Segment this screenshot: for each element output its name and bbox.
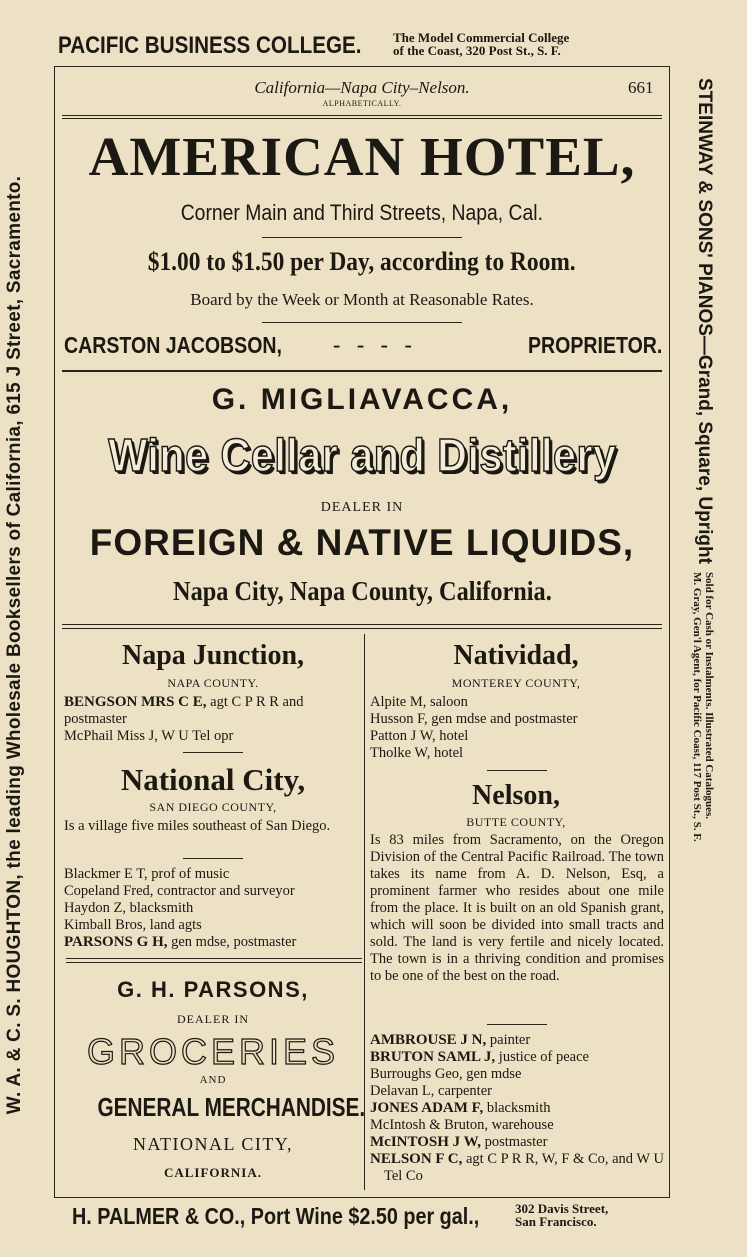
top-ad-college-address bbox=[393, 31, 663, 57]
entry-detail: McIntosh & Bruton, warehouse bbox=[370, 1117, 554, 1133]
page-number: 661 bbox=[628, 78, 654, 97]
list-item bbox=[370, 1151, 664, 1185]
bottom-ad-line2: San Francisco. bbox=[515, 1214, 597, 1229]
list-item bbox=[370, 1049, 664, 1066]
entry-name: NELSON F C, bbox=[370, 1151, 463, 1167]
list-item bbox=[370, 694, 664, 711]
list-item bbox=[370, 1134, 664, 1151]
napa-junction-entries bbox=[64, 694, 362, 745]
entry-name: JONES ADAM F, bbox=[370, 1100, 484, 1116]
entry-name: AMBROUSE J N, bbox=[370, 1032, 487, 1048]
entry-detail: Alpite M, saloon bbox=[370, 694, 468, 710]
parsons-ad-state: CALIFORNIA. bbox=[163, 1165, 263, 1180]
national-city-rule bbox=[183, 858, 243, 859]
entry-detail: agt C P R R and postmaster bbox=[64, 694, 304, 727]
entry-detail: painter bbox=[489, 1032, 531, 1048]
nelson-rule bbox=[487, 1024, 547, 1025]
wine-bottom-rule-2 bbox=[62, 628, 662, 629]
wine-ad-business bbox=[62, 428, 662, 482]
head-rule bbox=[62, 115, 662, 116]
list-item bbox=[370, 1117, 664, 1134]
natividad-entries bbox=[370, 694, 664, 762]
running-head-title: California—Napa City–Nelson. bbox=[254, 78, 470, 97]
top-ad-college: PACIFIC BUSINESS COLLEGE. bbox=[58, 32, 362, 59]
list-item bbox=[370, 1066, 664, 1083]
nelson-heading: Nelson, bbox=[472, 780, 560, 811]
parsons-ad-merch bbox=[64, 1092, 366, 1123]
wine-ad-location bbox=[62, 576, 662, 607]
national-city-description: Is a village five miles southeast of San Diego. bbox=[64, 818, 331, 834]
entry-detail: agt C P R R, W, F & Co, and W U Tel Co bbox=[384, 1151, 664, 1184]
entry-detail: Blackmer E T, prof of music bbox=[64, 866, 230, 882]
hotel-address-text: Corner Main and Third Streets, Napa, Cal. bbox=[180, 200, 544, 225]
parsons-ad-and: AND bbox=[199, 1074, 227, 1086]
hotel-bottom-rule bbox=[62, 370, 662, 372]
natividad-heading: Natividad, bbox=[453, 640, 579, 671]
entry-detail: postmaster bbox=[484, 1134, 548, 1150]
nelson-entries bbox=[370, 1032, 664, 1185]
national-city-entries bbox=[64, 866, 362, 951]
list-item bbox=[64, 866, 362, 883]
parsons-ad-dealer: DEALER IN bbox=[177, 1012, 249, 1026]
hotel-rates-text: $1.00 to $1.50 per Day, according to Room. bbox=[148, 247, 576, 276]
parsons-ad-merch-text: GENERAL MERCHANDISE. bbox=[97, 1092, 366, 1122]
national-city-county: SAN DIEGO COUNTY, bbox=[149, 800, 277, 814]
bottom-ad-main: H. PALMER & CO., Port Wine $2.50 per gal., bbox=[72, 1203, 480, 1229]
list-item bbox=[370, 745, 664, 762]
right-margin-ad bbox=[691, 78, 715, 1168]
right-margin-ad-main: STEINWAY & SONS' PIANOS—Grand, Square, Upright bbox=[694, 78, 715, 564]
napa-junction-county: NAPA COUNTY. bbox=[167, 676, 259, 690]
list-item bbox=[64, 728, 362, 745]
entry-detail: Husson F, gen mdse and postmaster bbox=[370, 711, 578, 727]
list-item bbox=[370, 1083, 664, 1100]
top-ad-line1: The Model Commercial College bbox=[393, 30, 570, 45]
wine-bottom-rule bbox=[62, 624, 662, 625]
wine-ad-business-text: Wine Cellar and Distillery bbox=[107, 429, 617, 481]
right-margin-ad-small-2: M. Gray, Gen'l Agent, for Pacific Coast, 117 Post St., S. F. bbox=[691, 571, 703, 842]
nelson-description: Is 83 miles from Sacramento, on the Oregon Division of the Central Pacific Railroad. The town takes its name from A. D. Nelson, Esq, a prominent farmer who resides about one mile from the place. It is built on an old Spanish grant, which will soon be divided into small tracts and sold. The land is very fertile and nicely located. The town is in a thriving condition and promises to be one of the best on the road. bbox=[370, 832, 664, 984]
natividad-rule bbox=[487, 770, 547, 771]
national-city-bottom-rule-2 bbox=[66, 962, 362, 963]
parsons-ad-groceries: GROCERIES bbox=[86, 1031, 340, 1072]
wine-ad-liquids: FOREIGN & NATIVE LIQUIDS, bbox=[89, 522, 635, 563]
left-margin-ad: W. A. & C. S. HOUGHTON, the leading Wholesale Booksellers of California, 615 J Street, Sacramento. bbox=[4, 175, 25, 1115]
entry-detail: Patton J W, hotel bbox=[370, 728, 469, 744]
entry-detail: Copeland Fred, contractor and surveyor bbox=[64, 883, 295, 899]
hotel-proprietor-name: CARSTON JACOBSON, bbox=[64, 332, 282, 358]
hotel-rule-2 bbox=[262, 322, 462, 323]
entry-name: BRUTON SAML J, bbox=[370, 1049, 496, 1065]
list-item bbox=[64, 917, 362, 934]
list-item bbox=[64, 883, 362, 900]
top-ad bbox=[0, 30, 747, 66]
natividad-county: MONTEREY COUNTY, bbox=[451, 676, 581, 690]
page-frame bbox=[54, 66, 670, 1198]
national-city-heading: National City, bbox=[120, 762, 306, 797]
hotel-name: AMERICAN HOTEL, bbox=[88, 126, 636, 187]
national-city-bottom-rule bbox=[66, 958, 362, 959]
entry-detail: blacksmith bbox=[486, 1100, 551, 1116]
napa-junction-heading: Napa Junction, bbox=[121, 640, 305, 671]
running-head-subtitle: ALPHABETICALLY. bbox=[322, 99, 402, 108]
entry-detail: gen mdse, postmaster bbox=[171, 934, 297, 950]
head-rule-2 bbox=[62, 118, 662, 119]
napa-junction-rule bbox=[183, 752, 243, 753]
entry-detail: McPhail Miss J, W U Tel opr bbox=[64, 728, 234, 744]
hotel-proprietor-label: PROPRIETOR. bbox=[528, 332, 663, 358]
list-item bbox=[64, 900, 362, 917]
entry-detail: Tholke W, hotel bbox=[370, 745, 464, 761]
wine-ad-location-text: Napa City, Napa County, California. bbox=[172, 576, 552, 606]
list-item bbox=[64, 934, 362, 951]
list-item bbox=[370, 728, 664, 745]
list-item bbox=[370, 1032, 664, 1049]
right-margin-ad-small bbox=[691, 572, 715, 842]
hotel-proprietor-dashes: - - - - bbox=[333, 332, 412, 357]
list-item bbox=[370, 1100, 664, 1117]
entry-detail: Haydon Z, blacksmith bbox=[64, 900, 194, 916]
parsons-ad-city: NATIONAL CITY, bbox=[133, 1134, 293, 1154]
entry-detail: Kimball Bros, land agts bbox=[64, 917, 202, 933]
wine-ad-dealer: DEALER IN bbox=[320, 500, 404, 515]
bottom-ad-address bbox=[515, 1202, 675, 1228]
bottom-ad-line1: 302 Davis Street, bbox=[515, 1201, 609, 1216]
entry-name: BENGSON MRS C E, bbox=[64, 694, 207, 710]
wine-ad-name: G. MIGLIAVACCA, bbox=[211, 383, 513, 416]
entry-detail: justice of peace bbox=[498, 1049, 589, 1065]
hotel-address bbox=[62, 200, 662, 226]
hotel-rule-1 bbox=[262, 237, 462, 238]
list-item bbox=[64, 694, 362, 728]
hotel-board: Board by the Week or Month at Reasonable Rates. bbox=[190, 290, 534, 309]
entry-name: McINTOSH J W, bbox=[370, 1134, 481, 1150]
list-item bbox=[370, 711, 664, 728]
entry-detail: Delavan L, carpenter bbox=[370, 1083, 492, 1099]
top-ad-line2: of the Coast, 320 Post St., S. F. bbox=[393, 43, 561, 58]
hotel-rates bbox=[62, 247, 662, 277]
entry-name: PARSONS G H, bbox=[64, 934, 168, 950]
nelson-county: BUTTE COUNTY, bbox=[466, 815, 566, 829]
entry-detail: Burroughs Geo, gen mdse bbox=[370, 1066, 522, 1082]
parsons-ad-name: G. H. PARSONS, bbox=[117, 977, 309, 1002]
right-margin-ad-small-1: Sold for Cash or Instalments. Illustrated Catalogues. bbox=[703, 571, 715, 820]
